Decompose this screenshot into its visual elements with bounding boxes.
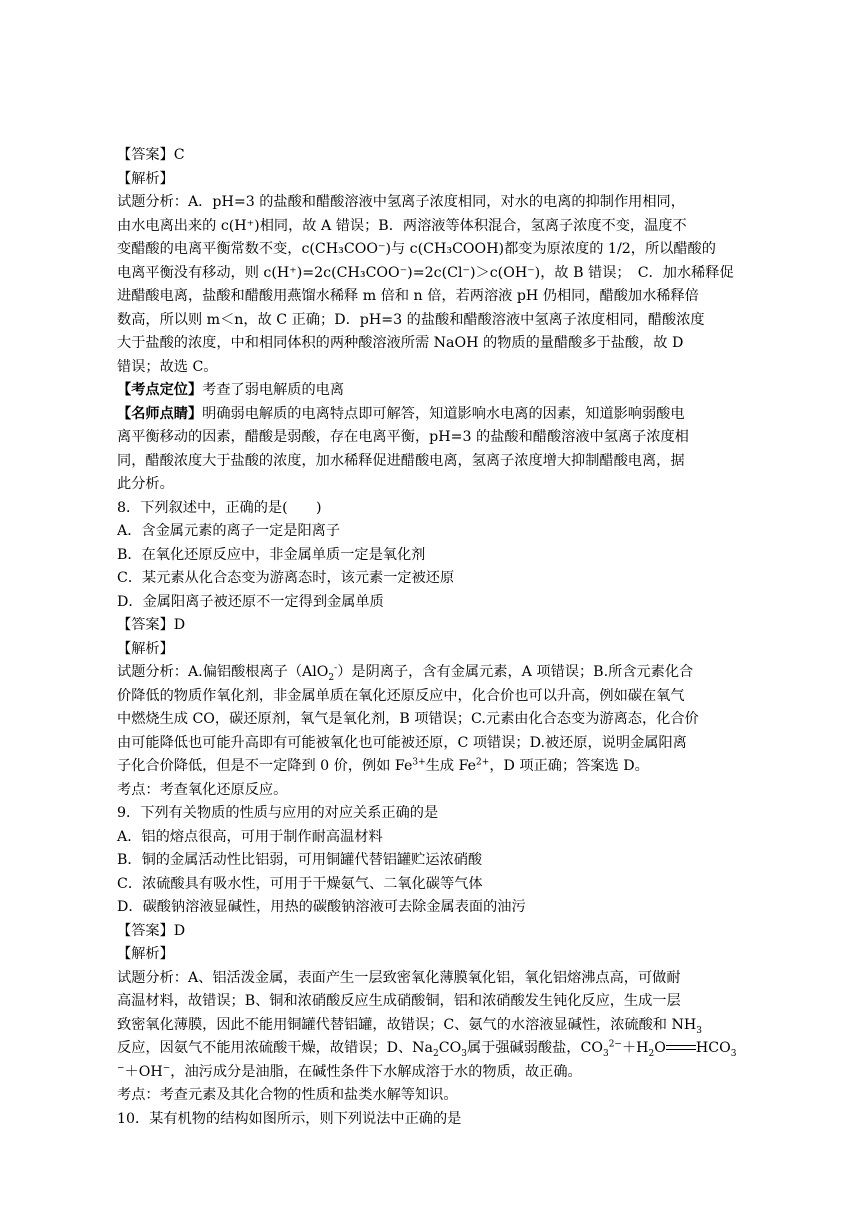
- text-run: O: [654, 1040, 666, 1056]
- answer-value: C: [173, 147, 185, 163]
- q9-analysis-line: [117, 1037, 747, 1061]
- subscript: 2: [433, 1048, 439, 1059]
- document-page: [117, 144, 747, 1131]
- q9-analysis-line: 试题分析：A、铝活泼金属，表面产生一层致密氧化薄膜氧化铝，氧化铝熔沸点高，可做耐: [117, 969, 681, 986]
- q7-mingshi-line: 此分析。: [117, 476, 174, 492]
- q7-analysis-line: 变醋酸的电离平衡常数不变，c(CH₃COO⁻)与 c(CH₃COOH)都变为原浓度的 1/2，所以醋酸的: [117, 241, 716, 257]
- q7-analysis-label: 【解析】: [117, 170, 174, 187]
- q8-analysis-line: 中燃烧生成 CO，碳还原剂，氧气是氧化剂，B 项错误；C.元素由化合态变为游离态，化合价: [117, 711, 699, 727]
- q7-analysis-line: 进醋酸电离，盐酸和醋酸用燕馏水稀释 m 倍和 n 倍，若两溶液 pH 仍相同，醋酸加水稀释倍: [117, 288, 699, 304]
- q9-option-a: A．铝的熔点很高，可用于制作耐高温材料: [117, 828, 383, 845]
- q8-analysis-line: 由可能降低也可能升高即有可能被氧化也可能被还原，C 项错误；D.被还原，说明金属阳离: [117, 734, 687, 751]
- subscript: 3: [461, 1048, 467, 1059]
- q7-mingshi-line: [117, 403, 747, 427]
- text-run: CO: [438, 1040, 462, 1056]
- superscript: −: [162, 1062, 171, 1073]
- q9-kaodian: 考点：考查元素及其化合物的性质和盐类水解等知识。: [117, 1087, 458, 1103]
- text-run: ＋H: [621, 1040, 649, 1056]
- text-run: 子化合价降低，但是不一定降到 0 价，例如 Fe: [117, 758, 413, 774]
- kaodian-text: 考查了弱电解质的电离: [202, 382, 345, 398]
- answer-label: 【答案】: [117, 147, 174, 163]
- text-run: 生成 Fe: [425, 758, 477, 774]
- superscript: 2+: [476, 757, 490, 768]
- equilibrium-arrow-icon: [666, 1043, 696, 1053]
- q10-stem: 10．某有机物的结构如图所示，则下列说法中正确的是: [117, 1110, 462, 1127]
- q9-option-c: C．浓硫酸具有吸水性，可用于干燥氨气、二氧化碳等气体: [117, 875, 483, 892]
- kaodian-label: 【考点定位】: [117, 382, 203, 398]
- q7-analysis-line: 大于盐酸的浓度，中和相同体积的两种酸溶液所需 NaOH 的物质的量醋酸多于盐酸，故 D: [117, 335, 684, 351]
- q9-option-d: D．碳酸钠溶液显碱性，用热的碳酸钠溶液可去除金属表面的油污: [117, 899, 526, 915]
- q7-analysis-line: 电离平衡没有移动，则 c(H⁺)=2c(CH₃COO⁻)=2c(Cl⁻)＞c(OH⁻)，故 B 错误； C．加水稀释促: [117, 264, 734, 281]
- q8-option-c: C．某元素从化合态变为游离态时，该元素一定被还原: [117, 570, 455, 586]
- superscript: −: [117, 1062, 125, 1073]
- q9-analysis-line: [117, 1061, 747, 1085]
- q7-mingshi-line: 离平衡移动的因素，醋酸是弱酸，存在电离平衡，pH=3 的盐酸和醋酸溶液中氢离子浓度相: [117, 429, 689, 445]
- mingshi-text: 明确弱电解质的电离特点即可解答，知道影响水电离的因素，知道影响弱酸电: [202, 405, 685, 422]
- text-run: ＋OH: [124, 1063, 163, 1080]
- q8-answer-line: [117, 614, 747, 638]
- q7-analysis-line: 错误；故选 C。: [117, 358, 218, 375]
- q8-analysis-line: [117, 661, 747, 685]
- q8-analysis-line: [117, 755, 747, 779]
- text-run: 反应，因氨气不能用浓硫酸干燥，故错误；D、Na: [117, 1040, 433, 1056]
- q9-option-b: B．铜的金属活动性比铝弱，可用铜罐代替铝罐贮运浓硝酸: [117, 852, 483, 868]
- subscript: 2: [648, 1048, 655, 1059]
- q7-kaodian-line: [117, 379, 747, 403]
- text-run: 属于强碱弱酸盐，CO: [466, 1040, 603, 1056]
- q8-option-b: B．在氧化还原反应中，非金属单质一定是氧化剂: [117, 546, 426, 563]
- superscript: -: [334, 663, 338, 674]
- q7-analysis-line: 试题分析：A．pH=3 的盐酸和醋酸溶液中氢离子浓度相同，对水的电离的抑制作用相同，: [117, 194, 685, 210]
- text-run: HCO: [695, 1040, 731, 1056]
- superscript: 3+: [412, 757, 426, 768]
- answer-value: D: [173, 922, 186, 939]
- q7-analysis-line: 数高，所以则 m＜n，故 C 正确；D．pH=3 的盐酸和醋酸溶液中氢离子浓度相同，醋酸浓度: [117, 311, 705, 328]
- q8-kaodian: 考点：考查氧化还原反应。: [117, 781, 288, 798]
- subscript: 3: [696, 1025, 703, 1036]
- text-run: ）是阴离子，含有金属元素，A 项错误；B.所含元素化合: [337, 664, 694, 680]
- q7-analysis-line: 由水电离出来的 c(H⁺)相同，故 A 错误；B．两溶液等体积混合，氢离子浓度不变，温度不: [117, 217, 687, 234]
- q9-analysis-line: 高温材料，故错误；B、铜和浓硝酸反应生成硝酸铜，铝和浓硝酸发生钝化反应，生成一层: [117, 993, 681, 1009]
- text-run: 致密氧化薄膜，因此不能用铜罐代替铝罐，故错误；C、氨气的水溶液显碱性，浓硫酸和 NH: [117, 1016, 697, 1033]
- answer-label: 【答案】: [117, 922, 174, 939]
- q8-option-a: A．含金属元素的离子一定是阳离子: [117, 523, 341, 539]
- text-run: ，D 项正确；答案选 D。: [489, 758, 649, 774]
- q8-analysis-label: 【解析】: [117, 640, 174, 657]
- mingshi-label: 【名师点睛】: [117, 405, 203, 422]
- superscript: 2−: [608, 1039, 622, 1050]
- q9-answer-line: [117, 920, 747, 944]
- q9-analysis-line: [117, 1014, 747, 1038]
- q9-stem: 9．下列有关物质的性质与应用的对应关系正确的是: [117, 805, 439, 821]
- subscript: 2: [328, 672, 335, 683]
- answer-label: 【答案】: [117, 617, 174, 633]
- text-run: ，油污成分是油脂，在碱性条件下水解成溶于水的物质，故正确。: [170, 1063, 582, 1080]
- q8-stem: 8．下列叙述中，正确的是( ): [117, 499, 322, 516]
- q9-analysis-label: 【解析】: [117, 946, 174, 962]
- subscript: 3: [602, 1048, 609, 1059]
- q8-option-d: D．金属阳离子被还原不一定得到金属单质: [117, 593, 384, 610]
- q7-mingshi-line: 同，醋酸浓度大于盐酸的浓度，加水稀释促进醋酸电离，氢离子浓度增大抑制醋酸电离，据: [117, 452, 685, 469]
- q8-analysis-line: 价降低的物质作氧化剂，非金属单质在氧化还原反应中，化合价也可以升高，例如碳在氧气: [117, 687, 685, 704]
- q7-answer-line: [117, 144, 747, 168]
- subscript: 3: [730, 1048, 737, 1059]
- text-run: 试题分析：A.偏铝酸根离子（AlO: [117, 664, 329, 680]
- answer-value: D: [173, 617, 186, 633]
